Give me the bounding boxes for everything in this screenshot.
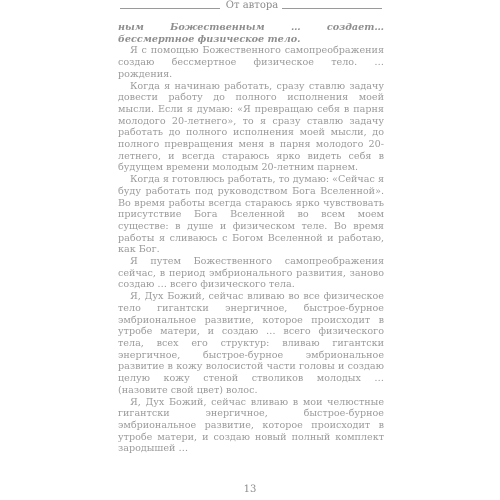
paragraph: Я, Дух Божий, сейчас вливаю в мои челюстные гигантски энергичное, быстрое-бурное эмбриональное развитие, которое происходит в утробе матери, и создаю новый полный комплект зародышей …	[118, 396, 384, 455]
page-body	[118, 22, 384, 455]
paragraph: Я с помощью Божественного самопреображения создаю бессмертное физическое тело. … рождения.	[118, 45, 384, 80]
paragraph: Когда я готовлюсь работать, то думаю: «Сейчас я буду работать под руководством Бога Вселенной». Во время работы всегда стараюсь ярко чувствовать присутствие Бога Вселенной во всем моем существе: в душе и физическом теле. Во время работы я сливаюсь с Богом Вселенной и работаю, как Бог.	[118, 174, 384, 256]
header-rule-left	[120, 8, 220, 9]
paragraph: Когда я начинаю работать, сразу ставлю задачу довести работу до полного исполнения моей мысли. Если я думаю: «Я превращаю себя в парня молодого 20-летнего», то я сразу ставлю задачу работать до полного исполнения моей мысли, до полного превращения меня в парня молодого 20-летнего, и всегда стараюсь ярко видеть себя в будущем времени молодым 20-летним парнем.	[118, 80, 384, 174]
running-header: От автора	[225, 0, 279, 11]
paragraph: Я путем Божественного самопреображения сейчас, в период эмбрионального развития, заново создаю … всего физического тела.	[118, 256, 384, 291]
page-number: 13	[243, 484, 257, 495]
paragraph: ным Божественным … создает… бессмертное физическое тело.	[118, 22, 384, 45]
header-rule-right	[282, 8, 382, 9]
paragraph: Я, Дух Божий, сейчас вливаю во все физическое тело гигантски энергичное, быстрое-бурное эмбриональное развитие, которое происходит в утробе матери, и создаю … всего физического тела, всех его структур: вливаю гигантски энергичное, быстрое-бурное эмбриональное развитие в кожу волосистой части головы и создаю целую кожу стеной стволиков молодых … (назовите свой цвет) волос.	[118, 291, 384, 396]
